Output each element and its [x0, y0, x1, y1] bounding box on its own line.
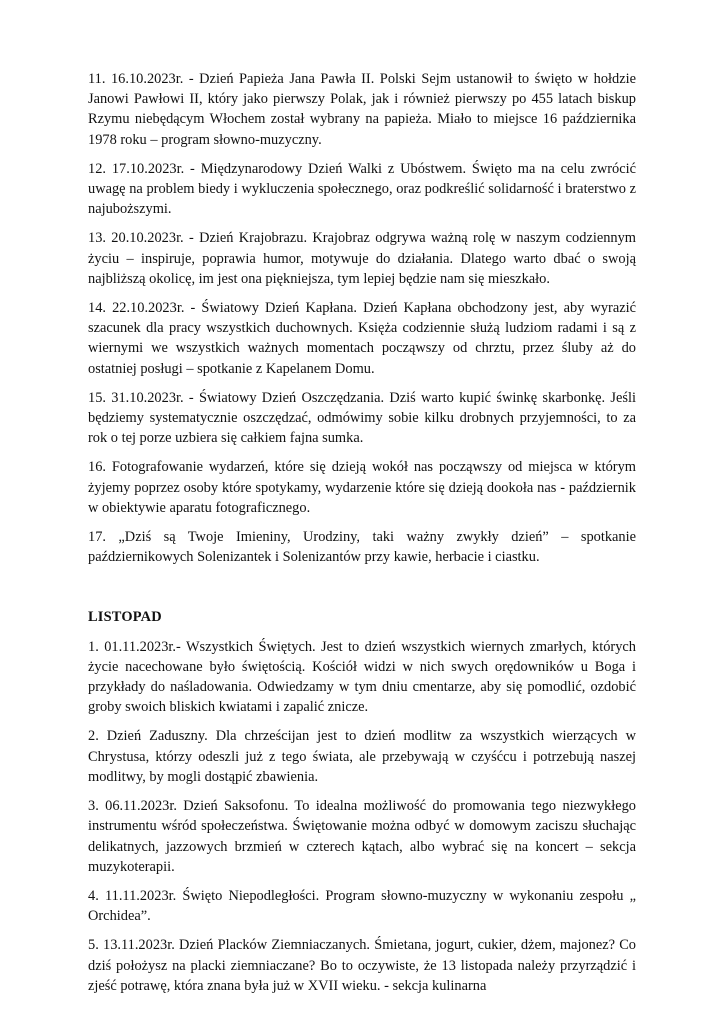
- paragraph-november-1: 1. 01.11.2023r.- Wszystkich Świętych. Jest to dzień wszystkich wiernych zmarłych, których życie nacechowane było świętością. Kościół widzi w nich swych orędowników u Boga i przykłady do naśladowania. Odwiedzamy w tym dniu cmentarze, aby się pomodlić, ozdobić groby swoich bliskich kwiatami i zapalić znicze.: [88, 638, 636, 716]
- paragraph-october-17: 17. „Dziś są Twoje Imieniny, Urodziny, taki ważny zwykły dzień” – spotkanie październikowych Solenizantek i Solenizantów przy kawie, herbacie i ciastku.: [88, 529, 636, 566]
- section-heading-listopad: LISTOPAD: [88, 609, 162, 626]
- paragraph-november-2: 2. Dzień Zaduszny. Dla chrześcijan jest to dzień modlitw za wszystkich wierzących w Chrystusa, którzy odeszli już z tego świata, ale przebywają w czyśćcu i potrzebują naszej modlitwy, by mogli dostąpić zbawienia.: [88, 728, 636, 785]
- paragraph-october-16: 16. Fotografowanie wydarzeń, które się dzieją wokół nas począwszy od miejsca w którym żyjemy poprzez osoby które spotykamy, wydarzenie które się dzieją dookoła nas - październik w obiektywie aparatu fotograficznego.: [88, 459, 636, 516]
- paragraph-october-12: 12. 17.10.2023r. - Międzynarodowy Dzień Walki z Ubóstwem. Święto ma na celu zwrócić uwagę na problem biedy i wykluczenia społecznego, oraz podkreślić solidarność i braterstwo z najuboższymi.: [88, 160, 636, 218]
- paragraph-november-4: 4. 11.11.2023r. Święto Niepodległości. Program słowno-muzyczny w wykonaniu zespołu „ Orchidea”.: [88, 887, 636, 925]
- paragraph-october-13: 13. 20.10.2023r. - Dzień Krajobrazu. Krajobraz odgrywa ważną rolę w naszym codziennym życiu – inspiruje, poprawia humor, motywuje do działania. Dlatego warto dbać o swoją najbliższą okolicę, im jest ona piękniejsza, tym lepiej będzie nam się mieszkało.: [88, 230, 636, 287]
- paragraph-october-11: 11. 16.10.2023r. - Dzień Papieża Jana Pawła II. Polski Sejm ustanowił to święto w hołdzie Janowi Pawłowi II, który jako pierwszy Polak, jak i również pierwszy po 455 latach biskup Rzymu niebędącym Włochem został wybrany na papieża. Miało to miejsce 16 października 1978 roku – program słowno-muzyczny.: [88, 71, 636, 148]
- paragraph-november-5: 5. 13.11.2023r. Dzień Placków Ziemniaczanych. Śmietana, jogurt, cukier, dżem, majonez? Co dziś położysz na placki ziemniaczane? Bo to oczywiste, że 13 listopada należy przyrządzić i zjeść potrawę, która znana była już w XVII wieku. - sekcja kulinarna: [88, 937, 636, 994]
- paragraph-october-14: 14. 22.10.2023r. - Światowy Dzień Kapłana. Dzień Kapłana obchodzony jest, aby wyrazić szacunek dla pracy wszystkich duchownych. Księża codziennie służą ludziom radami i są z wiernymi we wszystkich ważnych momentach począwszy od chrztu, przez śluby aż do ostatniej posługi – spotkanie z Kapelanem Domu.: [88, 300, 636, 377]
- paragraph-november-3: 3. 06.11.2023r. Dzień Saksofonu. To idealna możliwość do promowania tego niezwykłego instrumentu wśród społeczeństwa. Świętowanie można odbyć w domowym zaciszu słuchając delikatnych, jazzowych brzmień w czterech kątach, albo wybrać się na koncert – sekcja muzykoterapii.: [88, 798, 636, 875]
- paragraph-october-15: 15. 31.10.2023r. - Światowy Dzień Oszczędzania. Dziś warto kupić świnkę skarbonkę. Jeśli będziemy systematycznie oszczędzać, odmówimy sobie kilku drobnych przyjemności, to za rok o tej porze uzbiera się całkiem fajna sumka.: [88, 389, 636, 447]
- document-page: [88, 69, 636, 1005]
